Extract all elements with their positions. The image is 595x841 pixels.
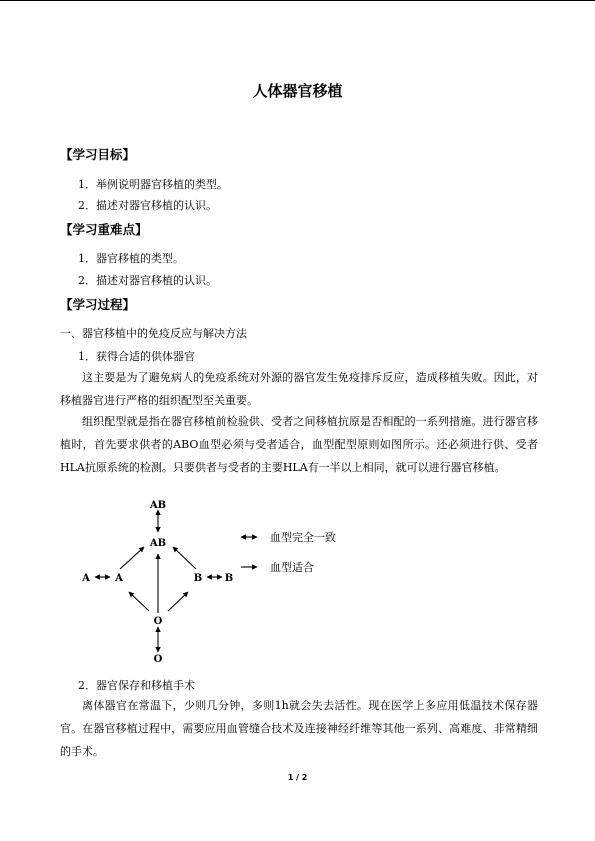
node-o: O [153, 616, 163, 627]
legend-identical: 血型完全一致 [270, 531, 336, 544]
goal-item: 1．举例说明器官移植的类型。 [78, 178, 228, 191]
page-number: 1 / 2 [287, 773, 308, 782]
arrow-b-to-ab [173, 547, 196, 569]
top-rule [0, 0, 595, 1]
node-a: A [115, 573, 123, 584]
legend-compatible: 血型适合 [270, 561, 314, 574]
key-points-heading: 【学习重难点】 [60, 222, 148, 237]
node-o-bottom: O [153, 654, 163, 665]
key-point-item: 1．器官移植的类型。 [78, 252, 184, 265]
page-title: 人体器官移植 [252, 82, 343, 100]
node-b: B [193, 573, 203, 584]
paragraph-immune-rejection: 这主要是为了避免病人的免疫系统对外源的器官发生免疫排斥反应，造成移植失败。因此，对移植器官进行严格的组织配型至关重要。 [60, 371, 538, 407]
arrow-a-to-ab [120, 547, 144, 569]
arrow-o-to-a [129, 592, 149, 611]
arrow-o-to-b [168, 592, 188, 611]
subsection-heading: 2．器官保存和移植手术 [78, 679, 195, 692]
paragraph-organ-preservation: 离体器官在常温下，少则几分钟，多则1h就会失去活性。现在医学上多应用低温技术保存器官。在器官移植过程中，需要应用血管缝合技术及连接神经纤维等其他一系列、高难度、非常精细的手术。 [60, 699, 538, 758]
node-ab-top: AB [149, 500, 167, 511]
blood-type-diagram [74, 496, 374, 668]
node-ab: AB [149, 538, 167, 549]
key-point-item: 2．描述对器官移植的认识。 [78, 274, 217, 287]
paragraph-tissue-matching: 组织配型就是指在器官移植前检验供、受者之间移植抗原是否相配的一系列措施。进行器官移植时，首先要求供者的ABO血型必须与受者适合，血型配型原则如图所示。还必须进行供、受者HLA抗原系统的检测。只要供者与受者的主要HLA有一半以上相同，就可以进行器官移植。 [60, 415, 538, 474]
subsection-heading: 1．获得合适的供体器官 [78, 350, 195, 363]
goals-heading: 【学习目标】 [60, 147, 136, 162]
goal-item: 2．描述对器官移植的认识。 [78, 199, 217, 212]
node-b-right: B [224, 573, 234, 584]
section-heading: 一、器官移植中的免疫反应与解决方法 [60, 327, 247, 340]
process-heading: 【学习过程】 [60, 297, 136, 312]
node-a-left: A [82, 573, 90, 584]
